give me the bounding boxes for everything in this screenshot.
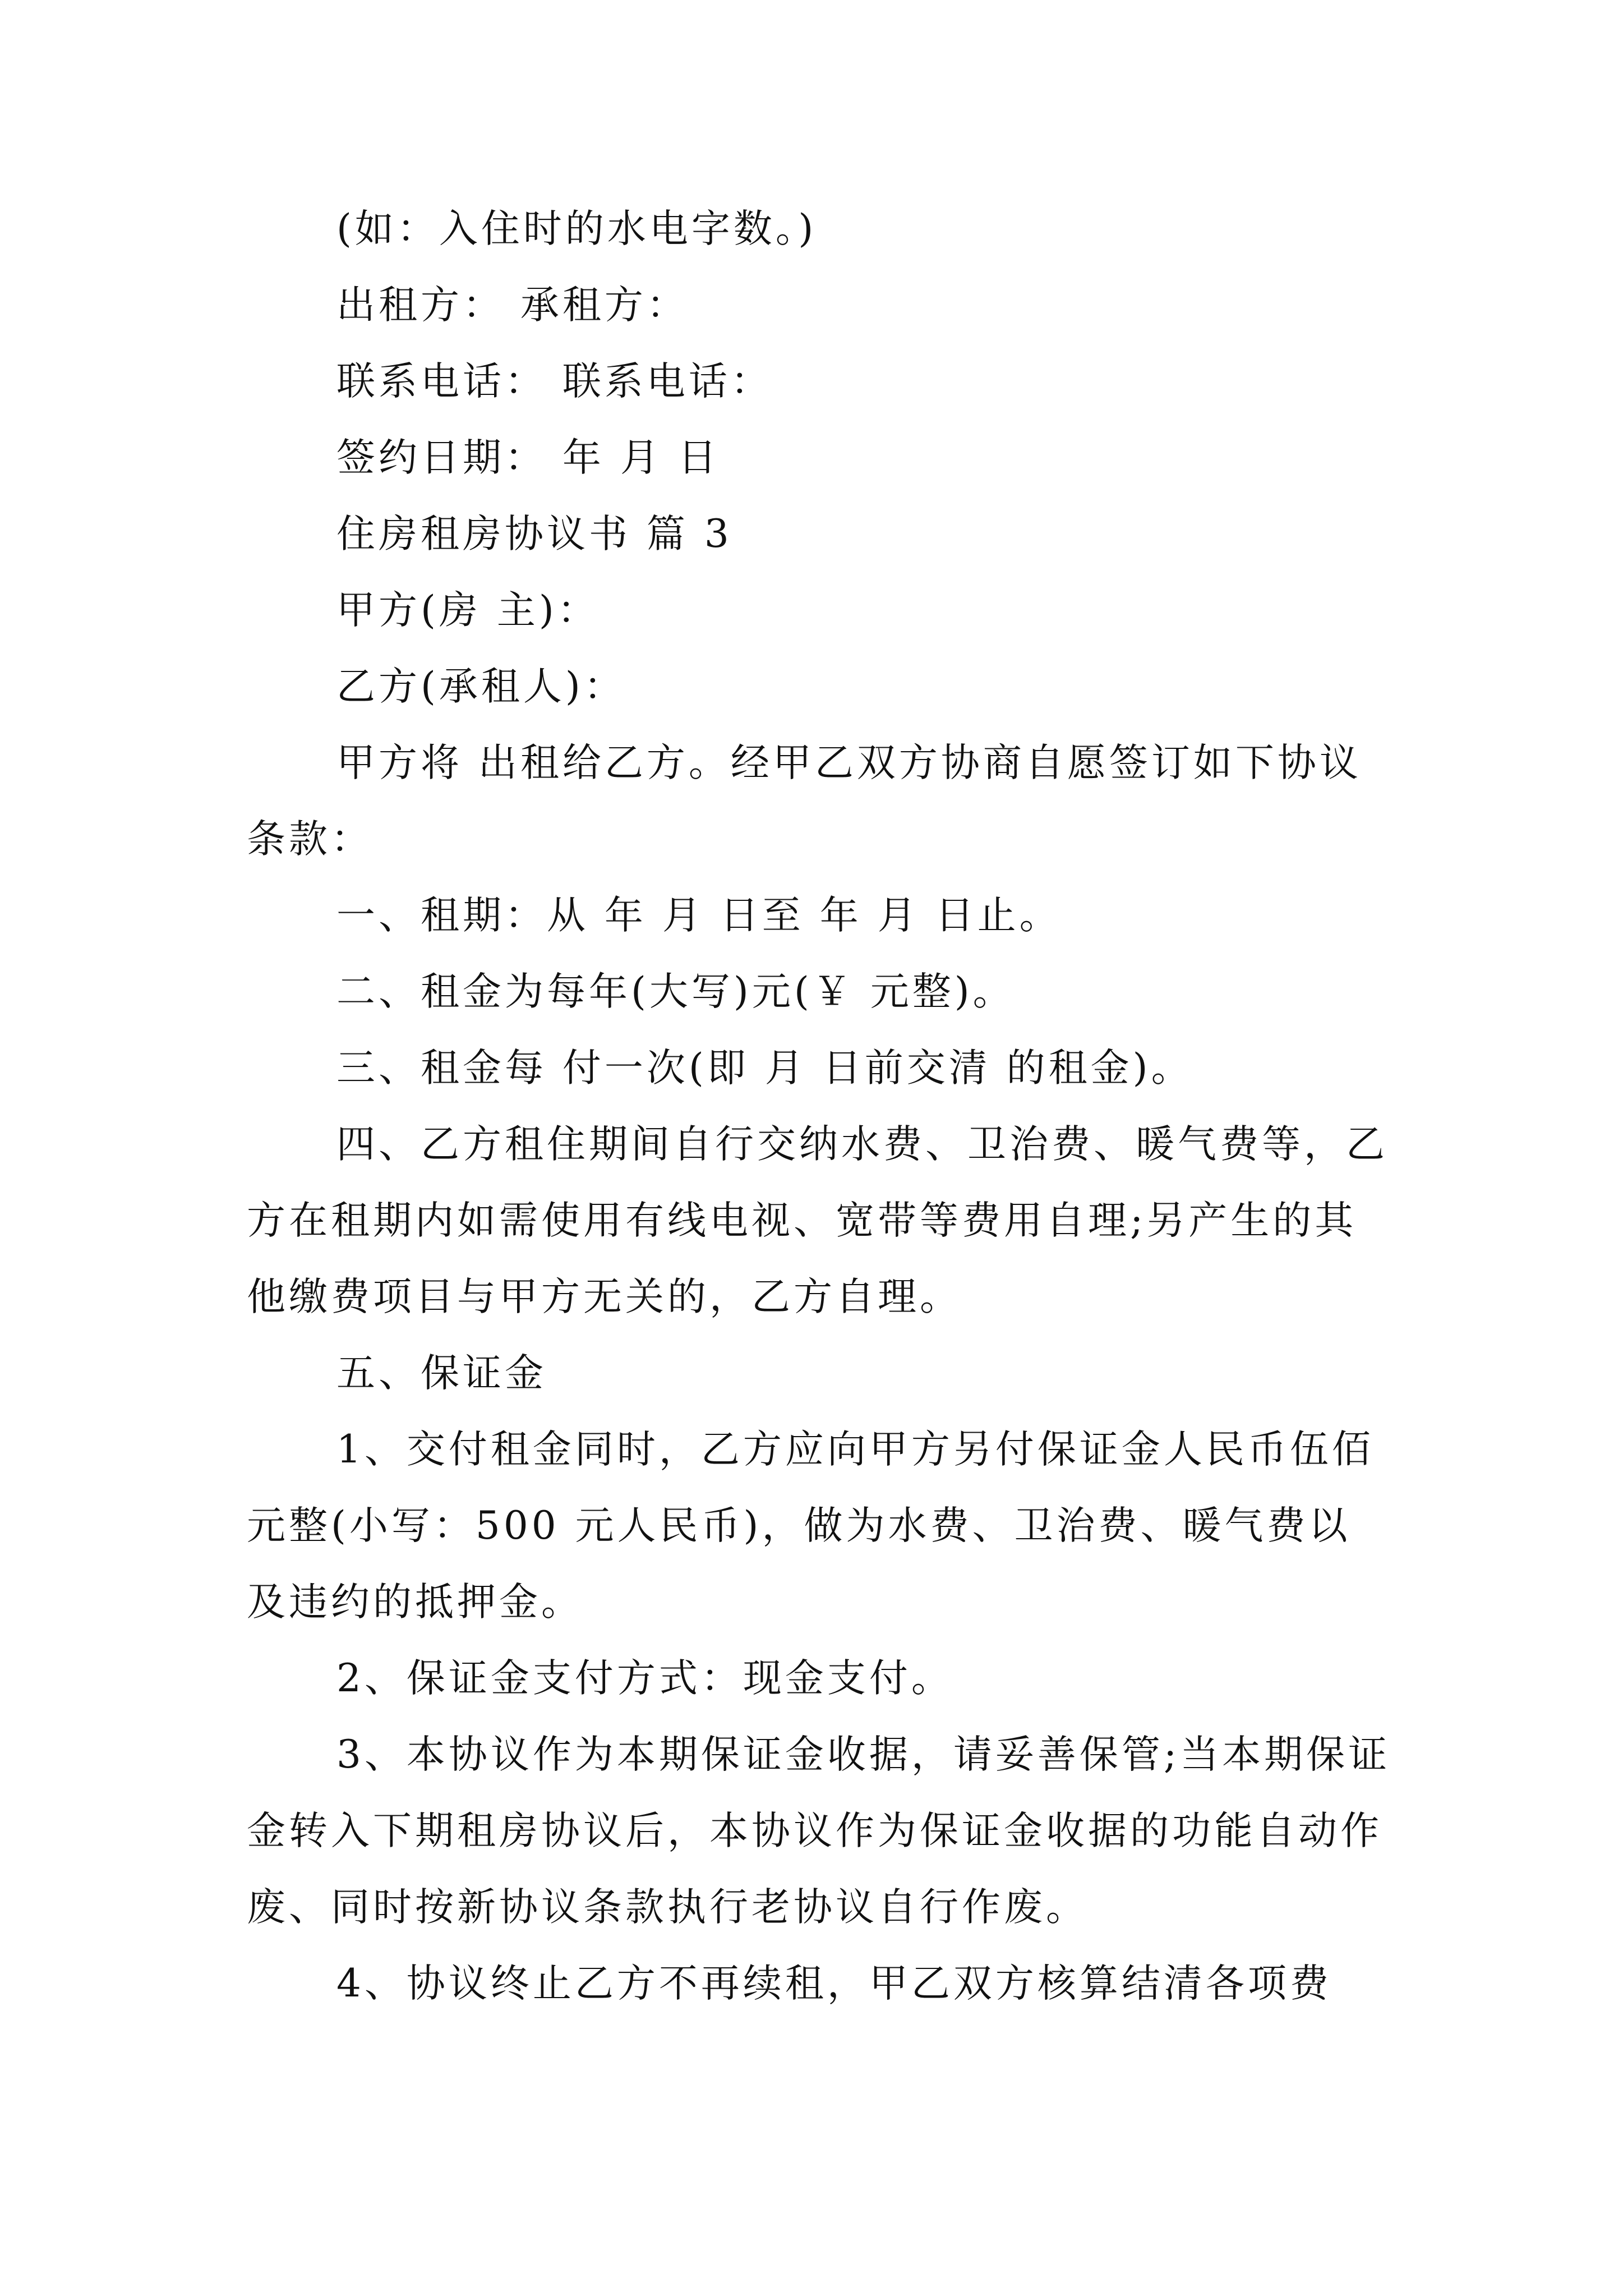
paragraph-contact-phones: 联系电话： 联系电话： — [336, 359, 773, 404]
paragraph-party-a: 甲方(房 主)： — [336, 588, 600, 633]
paragraph-party-b: 乙方(承租人)： — [336, 664, 626, 709]
paragraph-signing-date: 签约日期： 年 月 日 — [336, 435, 720, 480]
deposit-item-1: 1、交付租金同时，乙方应向甲方另付保证金人民币伍佰元整(小写：500 元人民币)，做为水费、卫治费、暖气费以及违约的抵押金。 — [247, 1427, 1374, 1625]
clause-utility-fees: 四、乙方租住期间自行交纳水费、卫治费、暖气费等，乙方在租期内如需使用有线电视、宽带等费用自理;另产生的其他缴费项目与甲方无关的，乙方自理。 — [247, 1122, 1388, 1319]
clause-deposit-heading: 五、保证金 — [336, 1351, 547, 1396]
document-body — [247, 191, 1391, 2022]
deposit-item-3: 3、本协议作为本期保证金收据，请妥善保管;当本期保证金转入下期租房协议后，本协议作为保证金收据的功能自动作废、同时按新协议条款执行老协议自行作废。 — [247, 1732, 1391, 1930]
paragraph-meter-reading-note: (如：入住时的水电字数。) — [336, 206, 817, 251]
clause-rent-amount: 二、租金为每年(大写)元(￥ 元整)。 — [336, 969, 1015, 1014]
deposit-item-2: 2、保证金支付方式：现金支付。 — [336, 1656, 953, 1701]
deposit-item-4: 4、协议终止乙方不再续租，甲乙双方核算结清各项费 — [336, 1961, 1332, 2006]
section-title: 住房租房协议书 篇 3 — [336, 512, 732, 556]
clause-lease-term: 一、租期：从 年 月 日至 年 月 日止。 — [336, 893, 1062, 938]
paragraph-agreement-intro: 甲方将 出租给乙方。经甲乙双方协商自愿签订如下协议条款： — [247, 740, 1362, 862]
clause-payment-schedule: 三、租金每 付一次(即 月 日前交清 的租金)。 — [336, 1046, 1193, 1091]
paragraph-lessor-lessee: 出租方： 承租方： — [336, 283, 689, 328]
